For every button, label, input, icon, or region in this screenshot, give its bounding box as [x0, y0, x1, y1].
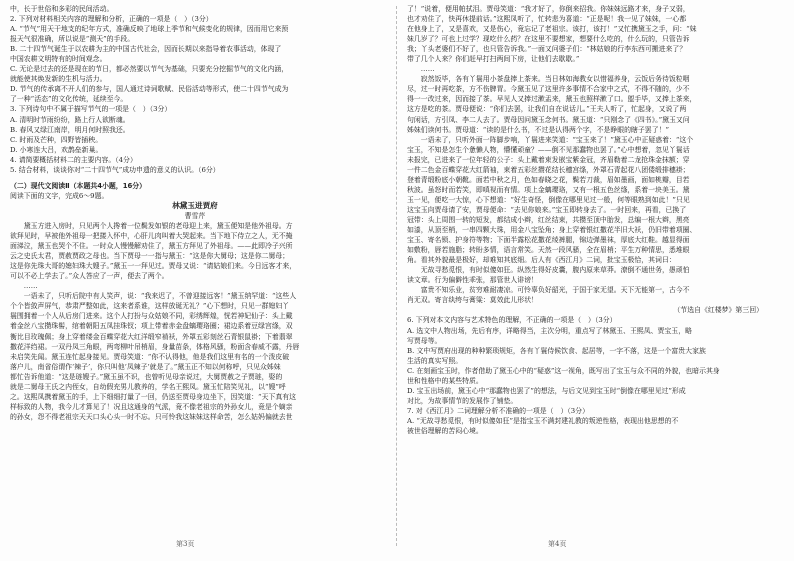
question-line: 报天气很准确，所以说是“测天”的手段。 [10, 35, 135, 44]
text-line: 如敷粉，唇若施脂；转盼多情，语言常笑。天然一段风骚，全在眉梢；平生万种情思，悉堆眼 [407, 246, 690, 255]
question-line: C. 无论是过去的还是现在的节日，都必然要以节气为基础，只要充分挖掘节气的文化内涵， [10, 65, 289, 74]
question-line: A. “无故寻愁觅恨，有时似傻如狂”是指宝玉不满封建礼教的叛逆性格，表现出他思想的不 [407, 416, 679, 425]
ellipsis: …… [420, 65, 435, 74]
question-line: 中，长于世俗和多彩的民间活动。 [10, 5, 114, 13]
question-line: C. 在刻画宝玉时，作者借助了黛玉心中的“疑惑”这一视角，既写出了宝玉与众不同的外貌，也暗示其身 [407, 366, 720, 375]
left-column [10, 4, 380, 537]
question-line: 4. 请简要概括材料二的主要内容。（4分） [10, 155, 137, 164]
text-line: 玉一见，便吃一大惊，心下想道：“好生奇怪，倒像在哪里见过一般，何等眼熟到如此！”只见 [407, 195, 690, 204]
question-line: D. 节气的传承离不开人们的参与，国人通过诗词歌赋、民俗活动等形式，使二十四节气成为 [10, 85, 289, 94]
question-line: D. 宝玉出场前，黛玉心中“那蠢物也罢了”的想法，与后文见到宝玉时“倒像在哪里见过”形成 [407, 386, 686, 395]
text-line: 一语未了，只听后院中有人笑声，说：“我来迟了，不曾迎接远客！”黛玉纳罕道：“这些人 [23, 292, 297, 301]
question-line: 世和性格中的某些特质。 [407, 376, 483, 385]
text-line: 一语未了，只听外面一阵脚步响，丫鬟进来笑道：“宝玉来了！”黛玉心中正疑惑着：“这个 [420, 135, 694, 144]
question-line: 生活的真实写照。 [407, 356, 463, 365]
text-line: 了！”说着，便用帕拭泪。贾母笑道：“我才好了，你倒来招我。你妹妹远路才来，身子又弱， [407, 5, 690, 13]
section-heading: （二）现代文阅读Ⅱ（本题共4小题，16分） [10, 181, 147, 190]
question-line: 对比，为故事情节的发展作了铺垫。 [407, 396, 518, 405]
text-line: 欲拜见时，早被他外祖母一把搂入怀中，心肝儿肉叫着大哭起来。当下地下侍立之人，无不掩 [10, 232, 293, 241]
text-line: 衡比目玫瑰佩；身上穿着缕金百蝶穿花大红洋缎窄褃袄，外罩五彩刻丝石青银鼠褂；下着翡翠 [10, 332, 293, 341]
question-line: 被世俗理解的苦闷心境。 [407, 426, 483, 435]
text-line: 个个皆敛声屏气，恭肃严整如此，这来者系谁，这样放诞无礼？”心下想时，只见一群媳妇丫 [10, 302, 290, 311]
text-line: 可以不必上学去了。”众人答应了一声，便去了两个。 [10, 272, 169, 281]
text-line: 姊妹们读何书。贾母道：“读的是什么书，不过是认得两个字，不是睁眼的瞎子罢了！” [407, 125, 669, 134]
text-line: 在他身上了，又是喜欢，又是伤心，竟忘记了老祖宗。该打，该打！”又忙携黛玉之手，问：“妹 [407, 25, 697, 34]
text-line: 着金丝八宝攒珠髻，绾着朝阳五凤挂珠钗；项上带着赤金盘螭璎珞圈；裙边系着豆绿宫绦，双 [10, 322, 293, 331]
text-line: 样标致的人物，我今儿才算见了！况且这通身的气派，竟不像老祖宗的外孙女儿，竟是个嫡亲 [10, 402, 293, 411]
story-paragraph [407, 135, 777, 266]
text-line: 妹几岁了？可也上过学？现吃什么药？在这里不要想家，想要什么吃的，什么玩的，只管告诉 [407, 35, 690, 44]
poem-stanza [407, 285, 777, 305]
text-line: 云之史氏太君，贾赦贾政之母也。当下贾母一一指与黛玉：“这是你大舅母；这是你二舅母； [10, 252, 290, 261]
source-citation: （节选自《红楼梦》第三回） [673, 306, 763, 315]
poem-line: 无故寻愁觅恨，有时似傻如狂。纵然生得好皮囊，腹内原来草莽。潦倒不通世务，愚顽怕 [420, 266, 690, 275]
instruction-text: 阅读下面的文字，完成6～9题。 [10, 191, 109, 200]
column-divider [396, 6, 397, 546]
question-line: D. 小寒连大吕，欢鹊垒新巢。 [10, 145, 103, 154]
material-questions [10, 4, 380, 175]
ellipsis: …… [23, 282, 38, 291]
text-line: 黛玉方进入房时，只见两个人搀着一位鬓发如银的老母迎上来，黛玉便知是他外祖母。方 [23, 221, 293, 230]
text-line: 都忙告诉他道：“这是琏嫂子。”黛玉虽不识，也曾听见母亲说过，大舅贾赦之子贾琏，娶的 [10, 372, 283, 381]
story-paragraph [10, 221, 380, 281]
text-line: 带了几个人来？你们赶早打扫两间下房，让他们去歇歇。” [407, 55, 580, 64]
text-line: 冠带：头上周围一转的短发，都结成小辫，红丝结束，共攒至顶中胎发，总编一根大辫，黑亮 [407, 215, 690, 224]
question-block [407, 315, 777, 436]
text-line: 秋波。虽怒时而若笑，即嗔视而有情。项上金螭璎珞，又有一根五色丝绦，系着一块美玉。黛 [407, 185, 690, 194]
story-title: 林黛玉进贾府 [172, 200, 218, 210]
text-line: 得一一改过来，因而接了茶。早见人又捧过漱盂来，黛玉也照样漱了口。盥手毕，又捧上茶来， [407, 95, 697, 104]
text-line: 宝玉、寄名锁、护身符等物；下面半露松花撒花绫裤腿，锦边弹墨袜，厚底大红鞋。越显得面 [407, 236, 690, 245]
text-line: 撒花洋绉裙。一双丹凤三角眼，两弯柳叶吊梢眉，身量苗条，体格风骚，粉面含春威不露，丹唇 [10, 342, 300, 351]
question-line: 2. 下列对材料相关内容的理解和分析，正确的一项是（ ）（3分） [10, 15, 213, 24]
question-line: B. 春风又绿江南岸，明月何时照我还。 [10, 125, 130, 134]
text-line: 宝玉，不知是怎生个惫懒人物，懵懂顽童？——倒不见那蠢物也罢了。”心中想着，忽见丫鬟话 [407, 145, 690, 154]
text-line: 句闲话，方引凤、李二人去了。贾母因问黛玉念何书。黛玉道：“只刚念了《四书》。”黛玉又问 [407, 115, 690, 124]
question-line: A. 选文中人物出场，先后有序，详略得当，主次分明，重点写了林黛玉、王熙凤、贾宝玉，略 [407, 326, 692, 335]
text-line: 这方是吃的茶。贾母便说：“你们去罢，让我们自在说话儿。”王夫人听了，忙起身，又说了两 [407, 105, 687, 114]
text-line: 这是你先珠大哥的媳妇珠大嫂子。”黛玉一一拜见过。贾母又说：“请姑娘们来。今日远客才来， [10, 262, 297, 271]
text-line: 这宝玉向贾母请了安，贾母便命：“去见你娘来。”宝玉即转身去了。一时回来，再看，已换了 [407, 205, 687, 214]
text-line: 未报完，已进来了一位年轻的公子：头上戴着束发嵌宝紫金冠，齐眉勒着二龙抢珠金抹额；穿 [407, 155, 690, 164]
text-line: 登着青缎粉底小朝靴。面若中秋之月，色如春晓之花，鬓若刀裁，眉如墨画，面如桃瓣，目若 [407, 175, 690, 184]
poem-line: 富贵不知乐业，贫穷难耐凄凉。可怜辜负好韶光，于国于家无望。天下无能第一，古今不 [420, 286, 690, 295]
text-line: 一件二色金百蝶穿花大红箭袖，束着五彩丝攒花结长穗宫绦，外罩石青起花八团倭缎排穗褂； [407, 165, 690, 174]
story-paragraph [407, 74, 777, 134]
page-number: 第3页 [176, 540, 195, 548]
text-line: 鬟围拥着一个人从后房门进来。这个人打扮与众姑娘不同，彩绣辉煌，恍若神妃仙子：头上戴 [10, 312, 293, 321]
poem-stanza [407, 265, 777, 285]
question-line: B. 二十四节气诞生于以农耕为主的中国古代社会，因而长期以来指导着农事活动，体现了 [10, 45, 282, 54]
story-paragraph [407, 4, 777, 64]
question-line: 中国农耕文明特有的时间观念。 [10, 55, 107, 64]
question-line: 了一种“活态”的文化传统，延续至今。 [10, 95, 128, 104]
text-line: 我；丫头老婆们不好了，也只管告诉我。”一面又问婆子们：“林姑娘的行李东西可搬进来了？ [407, 45, 687, 54]
question-line: A. “节气”用天干地支的纪年方式，准确反映了地球上季节和气候变化的规律，因而用它来预 [10, 25, 289, 34]
text-line: 寂然饭毕，各有丫鬟用小茶盘捧上茶来。当日林如海教女以惜福养身，云饭后务待饭粒咽 [420, 75, 690, 84]
question-line: A. 清明时节雨纷纷，路上行人欲断魂。 [10, 115, 130, 124]
question-line: 7. 对《西江月》二词理解分析不准确的一项是（ ）（3分） [407, 406, 589, 415]
text-line: 角。看其外貌最是极好，却难知其底细。后人有《西江月》二词，批宝玉极恰，其词曰： [407, 256, 676, 265]
question-line: 3. 下列诗句中不属于描写节气的一项是（ ）（3分） [10, 105, 172, 114]
poem-line: 肖无双。寄言纨绔与膏粱：莫效此儿形状！ [407, 296, 538, 305]
text-line: 尽，过一时再吃茶，方不伤脾胃。今黛玉见了这里许多事情不合家中之式，不得不随的，少不 [407, 85, 690, 94]
text-line: 的孙女，怨不得老祖宗天天口头心头一时不忘。只可怜我这妹妹这样命苦，怎么姑妈偏就去世 [10, 412, 293, 421]
question-line: 写贾母等。 [407, 336, 442, 345]
story-author: 曹雪芹 [184, 211, 206, 220]
text-line: 如漆，从顶至梢，一串四颗大珠，用金八宝坠角；身上穿着银红撒花半旧大袄，仍旧带着项圈、 [407, 226, 697, 235]
question-line: 6. 下列对本文内容与艺术特色的理解，不正确的一项是（ ）（3分） [407, 316, 617, 325]
right-column [407, 4, 777, 537]
poem-line: 读文章。行为偏僻性乖张，那管世人诽谤！ [407, 276, 538, 285]
text-line: 未启笑先闻。黛玉连忙起身接见。贾母笑道：“你不认得他，他是我们这里有名的一个泼皮破 [10, 352, 290, 361]
text-line: 也才劝住了，快再休提前话。”这熙凤听了，忙转悲为喜道：“正是呢！我一见了妹妹，一心都 [407, 15, 687, 24]
question-line: 就能使其焕发新的生机与活力。 [10, 75, 107, 84]
text-line: 就是二舅母王氏之内侄女，自幼假充男儿教养的，学名王熙凤。黛玉忙陪笑见礼，以“嫂”呼 [10, 382, 286, 391]
question-line: B. 文中写贾府出现的种种繁琐规矩，各有丫鬟侍候饮食、起居等，一字不落，这是一个富贵大家族 [407, 346, 706, 355]
question-line: 5. 结合材料，谈谈你对“二十四节气”成功申遗的意义的认识。（6分） [10, 165, 220, 174]
text-line: 之。这熙凤携着黛玉的手，上下细细打量了一回，仍送至贾母身边坐下，因笑道：“天下真有这 [10, 392, 297, 401]
text-line: 落户儿，南省俗谓作‘辣子’，你只叫他‘凤辣子’就是了。”黛玉正不知以何称呼，只见众姊妹 [10, 362, 281, 371]
story-paragraph [10, 291, 380, 422]
question-line: C. 时雨及芒种，四野皆插秧。 [10, 135, 103, 144]
page-number: 第4页 [548, 540, 567, 548]
text-line: 面涕泣，黛玉也哭个不住。一时众人慢慢解劝住了，黛玉方拜见了外祖母。——此即冷子兴所 [10, 242, 293, 251]
